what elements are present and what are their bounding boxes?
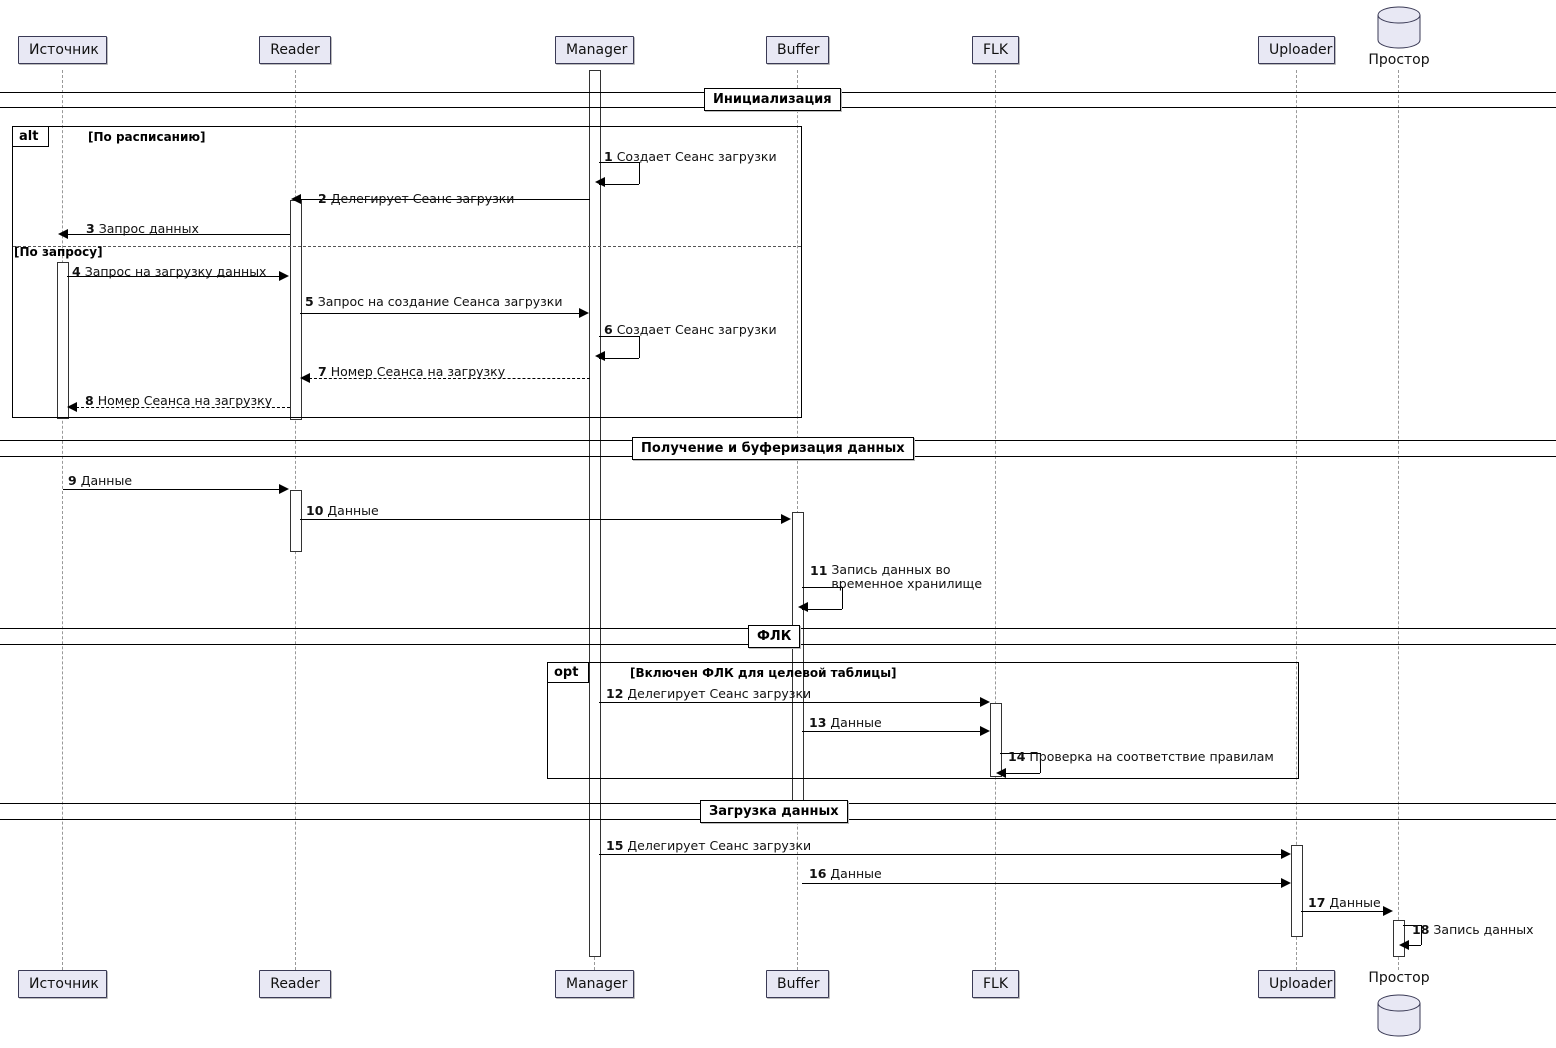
divider-label-buffering: Получение и буферизация данных: [632, 437, 914, 460]
msg-17-arrowhead: [1383, 906, 1393, 916]
msg-10-label: 10 Данные: [306, 503, 379, 518]
msg-8-label: 8 Номер Сеанса на загрузку: [85, 393, 273, 408]
participant-source-bottom[interactable]: Источник: [18, 970, 107, 998]
lifeline-prostor: [1398, 70, 1399, 970]
participant-flk-bottom[interactable]: FLK: [972, 970, 1019, 998]
msg-11-label: 11 Запись данных во временное хранилище: [810, 562, 983, 592]
msg-6-selfloop: [599, 336, 644, 358]
alt-separator: [13, 246, 801, 247]
participant-buffer-bottom[interactable]: Buffer: [766, 970, 829, 998]
msg-18-label: 18 Запись данных: [1412, 922, 1534, 937]
msg-12-line: [599, 702, 981, 703]
msg-11-arrowhead: [798, 602, 808, 612]
lifeline-flk: [995, 70, 996, 970]
msg-5-label: 5 Запрос на создание Сеанса загрузки: [305, 294, 563, 309]
msg-13-line: [802, 731, 981, 732]
msg-5-line: [300, 313, 580, 314]
opt-condition-1: [Включен ФЛК для целевой таблицы]: [630, 666, 897, 680]
activation-reader-2: [290, 490, 302, 552]
msg-18-arrowhead: [1399, 940, 1409, 950]
participant-source-top[interactable]: Источник: [18, 36, 107, 64]
msg-6-arrowhead: [595, 351, 605, 361]
msg-15-line: [599, 854, 1282, 855]
participant-uploader-bottom[interactable]: Uploader: [1258, 970, 1335, 998]
participant-prostor-top: Простор: [1368, 52, 1430, 68]
msg-10-arrowhead: [781, 514, 791, 524]
msg-10-line: [300, 519, 782, 520]
divider-label-init: Инициализация: [704, 88, 841, 111]
msg-9-line: [63, 489, 280, 490]
divider-label-upload: Загрузка данных: [700, 800, 848, 823]
msg-16-arrowhead: [1281, 878, 1291, 888]
msg-13-label: 13 Данные: [809, 715, 882, 730]
alt-condition-1: [По расписанию]: [88, 130, 206, 144]
activation-uploader: [1291, 845, 1303, 937]
msg-5-arrowhead: [579, 308, 589, 318]
msg-15-arrowhead: [1281, 849, 1291, 859]
opt-frame-tag: opt: [548, 663, 589, 683]
msg-12-label: 12 Делегирует Сеанс загрузки: [606, 686, 812, 701]
msg-7-label: 7 Номер Сеанса на загрузку: [318, 364, 506, 379]
participant-flk-top[interactable]: FLK: [972, 36, 1019, 64]
msg-4-arrowhead: [279, 271, 289, 281]
participant-reader-top[interactable]: Reader: [259, 36, 331, 64]
divider-label-flk: ФЛК: [748, 625, 800, 648]
msg-3-arrowhead: [58, 229, 68, 239]
msg-17-line: [1301, 911, 1384, 912]
msg-8-arrowhead: [67, 402, 77, 412]
alt-frame-tag: alt: [13, 127, 49, 147]
database-icon-top: [1375, 4, 1423, 50]
msg-14-arrowhead: [996, 768, 1006, 778]
participant-manager-bottom[interactable]: Manager: [555, 970, 634, 998]
msg-9-arrowhead: [279, 484, 289, 494]
participant-manager-top[interactable]: Manager: [555, 36, 634, 64]
participant-buffer-top[interactable]: Buffer: [766, 36, 829, 64]
msg-16-line: [802, 883, 1282, 884]
participant-prostor-bottom: Простор: [1368, 970, 1430, 986]
msg-14-label: 14 Проверка на соответствие правилам: [1008, 749, 1274, 764]
participant-uploader-top[interactable]: Uploader: [1258, 36, 1335, 64]
msg-9-label: 9 Данные: [68, 473, 133, 488]
msg-1-arrowhead: [595, 177, 605, 187]
msg-17-label: 17 Данные: [1308, 895, 1381, 910]
msg-6-label: 6 Создает Сеанс загрузки: [604, 322, 777, 337]
msg-7-arrowhead: [300, 373, 310, 383]
lifeline-uploader: [1296, 70, 1297, 970]
msg-1-label: 1 Создает Сеанс загрузки: [604, 149, 777, 164]
msg-3-label: 3 Запрос данных: [86, 221, 199, 236]
alt-condition-2: [По запросу]: [14, 245, 103, 259]
msg-1-selfloop: [599, 162, 644, 184]
msg-12-arrowhead: [980, 697, 990, 707]
msg-2-label: 2 Делегирует Сеанс загрузки: [318, 191, 515, 206]
msg-4-label: 4 Запрос на загрузку данных: [72, 264, 267, 279]
participant-reader-bottom[interactable]: Reader: [259, 970, 331, 998]
database-icon-bottom: [1375, 992, 1423, 1038]
msg-2-arrowhead: [291, 194, 301, 204]
msg-15-label: 15 Делегирует Сеанс загрузки: [606, 838, 812, 853]
msg-13-arrowhead: [980, 726, 990, 736]
msg-16-label: 16 Данные: [809, 866, 882, 881]
